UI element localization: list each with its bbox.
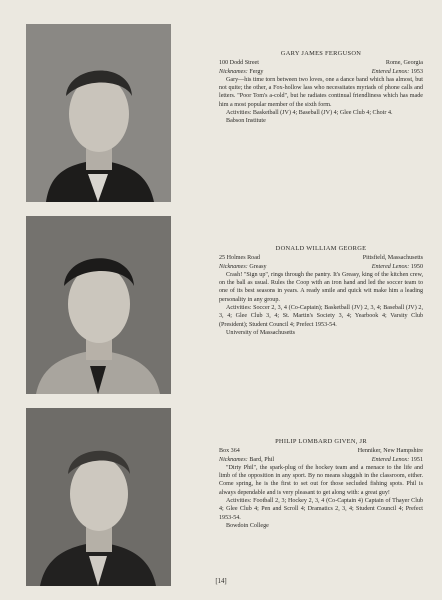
nicknames-label: Nicknames: [219, 456, 248, 463]
page-number: [14] [215, 578, 227, 585]
activities: Activities: Soccer 2, 3, 4 (Co-Captain); Basketball (JV) 2, 3, 4; Baseball (JV) 2, 3, 4; Glee Club 3, 4; St. Martin's Society 3, 4; Yearbook 4; Varsity Club (President); Student Council 4; Prefect 1953-54. [219, 305, 423, 328]
entered-year: 1953 [410, 68, 423, 75]
address-row [219, 59, 423, 67]
student-entry-ferguson [219, 50, 423, 126]
street-address: 100 Dodd Street [219, 60, 259, 67]
student-name: DONALD WILLIAM GEORGE [275, 245, 367, 252]
street-address: 25 Holmes Road [219, 255, 260, 262]
nicknames: Bard, Phil [249, 456, 275, 463]
portrait-photo-ferguson [26, 24, 171, 202]
student-name: GARY JAMES FERGUSON [280, 50, 362, 57]
student-entry-george [219, 245, 423, 337]
entered-year: 1950 [410, 263, 423, 270]
student-name: PHILIP LOMBARD GIVEN, JR [275, 438, 367, 445]
hometown: Rome, Georgia [385, 60, 423, 67]
nicknames-label: Nicknames: [219, 263, 248, 270]
nickname-row [219, 263, 423, 271]
biography: Gary—his time torn between two loves, one a dance band which has almost, but not quite; the other, a Fox-hollow lass who necessitates myriads of phone calls and letters. "Poor Tom's a-cold", but he radiates continual friendliness which has made him a most popular member of the sixth form. [219, 76, 423, 108]
hometown: Henniker, New Hampshire [357, 448, 423, 455]
portrait-photo-given [26, 408, 171, 586]
activities: Activities: Football 2, 3; Hockey 2, 3, 4 (Co-Captain 4) Captain of Thayer Club 4; Glee Club 4; Pen and Scroll 4; Dramatics 2, 3, 4; Student Council 4; Prefect 1953-54. [219, 498, 423, 521]
nicknames: Greasy [249, 263, 267, 270]
address-row [219, 447, 423, 455]
entered-year: 1951 [410, 456, 423, 463]
student-entry-given [219, 438, 423, 530]
activities: Activities: Basketball (JV) 4; Baseball (JV) 4; Glee Club 4; Choir 4. [226, 110, 393, 117]
biography: Crash! "Sign up", rings through the pantry. It's Greasy, king of the kitchen crew, on the ball as usual. Rules the Coop with an iron hand and led the soccer team to one of its best seasons in years. A ready smile and quick wit make him a leading personality in any group. [219, 271, 423, 303]
nickname-row [219, 68, 423, 76]
nickname-row [219, 456, 423, 464]
college: Bowdoin College [226, 522, 269, 529]
hometown: Pittsfield, Massachusetts [362, 255, 423, 262]
street-address: Box 364 [219, 448, 240, 455]
portrait-photo-george [26, 216, 171, 394]
college: Babson Institute [226, 118, 266, 125]
entered-label: Entered Lenox: [371, 68, 410, 75]
nicknames-label: Nicknames: [219, 68, 248, 75]
entered-label: Entered Lenox: [371, 263, 410, 270]
biography: "Dirty Phil", the spark-plug of the hockey team and a menace to the life and limb of the opposition in any sport. By no means sluggish in the classroom, either. Come spring, he is the first to set out for those secluded fishing spots. Phil is always dependable and is very pleasant to get along with: a great guy! [219, 464, 423, 496]
address-row [219, 254, 423, 262]
entered-label: Entered Lenox: [371, 456, 410, 463]
nicknames: Fergy [249, 68, 264, 75]
college: University of Massachusetts [226, 329, 296, 336]
